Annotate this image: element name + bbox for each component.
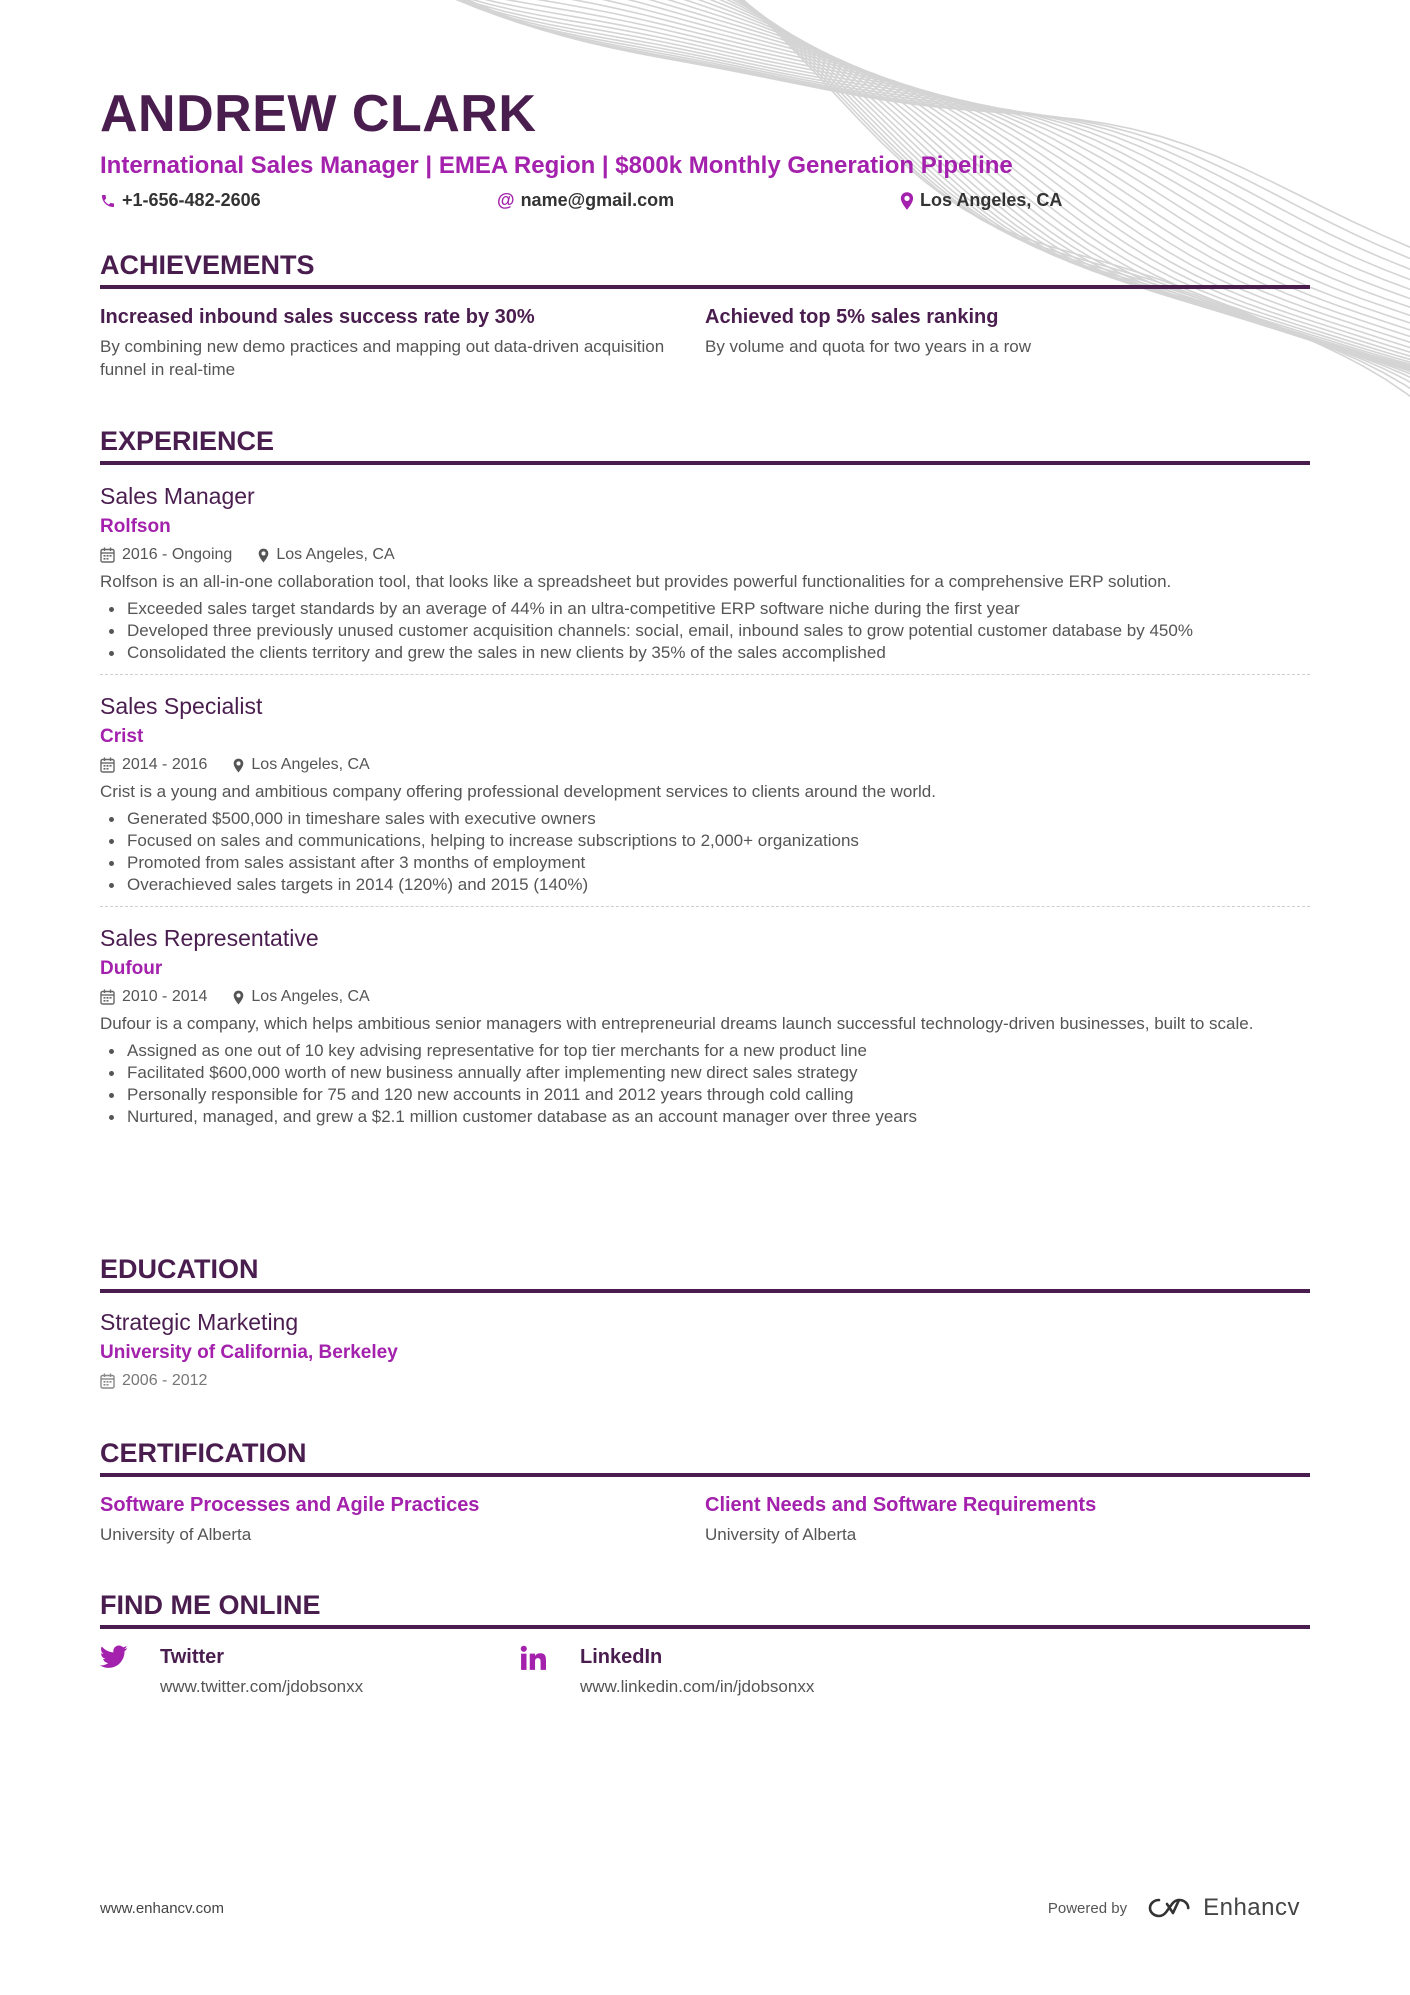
school-name: University of California, Berkeley	[100, 1342, 398, 1363]
job-dates-text: 2010 - 2014	[122, 988, 208, 1005]
enhancv-logo[interactable]	[1145, 1894, 1300, 1922]
job-meta	[100, 752, 1310, 778]
job-location	[258, 542, 394, 568]
certification-section	[100, 1436, 1310, 1547]
location-pin-icon	[233, 990, 244, 1005]
achievement-title: Increased inbound sales success rate by 30%	[100, 306, 535, 328]
online-text	[580, 1643, 814, 1699]
online-item-linkedin[interactable]	[520, 1643, 940, 1699]
job-bullets	[100, 808, 1310, 896]
certification-org: University of Alberta	[705, 1525, 857, 1544]
location-pin-icon	[258, 548, 269, 563]
job-title: Sales Specialist	[100, 693, 263, 719]
footer-branding	[1048, 1894, 1300, 1922]
enhancv-logo-icon	[1145, 1896, 1193, 1920]
online-label: Twitter	[160, 1646, 225, 1668]
phone-text: +1-656-482-2606	[122, 190, 261, 210]
contact-phone[interactable]	[100, 190, 261, 211]
job-location	[233, 984, 369, 1010]
candidate-headline: International Sales Manager | EMEA Region | $800k Monthly Generation Pipeline	[100, 152, 1013, 179]
experience-entry	[100, 675, 1310, 907]
twitter-icon	[100, 1645, 128, 1669]
location-pin-icon	[233, 758, 244, 773]
list-item: Focused on sales and communications, helping to increase subscriptions to 2,000+ organizations	[100, 830, 1310, 852]
calendar-icon	[100, 757, 115, 773]
experience-title: EXPERIENCE	[100, 424, 1310, 465]
achievement-desc: By combining new demo practices and mapping out data-driven acquisition funnel in real-time	[100, 337, 665, 379]
email-text: name@gmail.com	[520, 190, 675, 210]
list-item: Developed three previously unused customer acquisition channels: social, email, inbound sales to grow potential customer database by 450%	[100, 620, 1310, 642]
job-bullets	[100, 1040, 1310, 1128]
education-meta	[100, 1368, 1310, 1394]
job-dates-text: 2014 - 2016	[122, 756, 208, 773]
job-bullets	[100, 598, 1310, 664]
company-description: Crist is a young and ambitious company offering professional development services to clients around the world.	[100, 782, 936, 801]
certification-list	[100, 1491, 1310, 1547]
online-label: LinkedIn	[580, 1646, 663, 1668]
at-icon: @	[497, 190, 515, 210]
online-text	[160, 1643, 363, 1699]
achievement-item	[705, 303, 1310, 381]
online-icon-wrap	[520, 1643, 580, 1699]
experience-entry	[100, 465, 1310, 675]
certification-title: CERTIFICATION	[100, 1436, 1310, 1477]
achievement-title: Achieved top 5% sales ranking	[705, 306, 999, 328]
achievements-list	[100, 303, 1310, 381]
linkedin-icon	[520, 1645, 546, 1671]
list-item: Consolidated the clients territory and grew the sales in new clients by 35% of the sales accomplished	[100, 642, 1310, 664]
company-description: Dufour is a company, which helps ambitious senior managers with entrepreneurial dreams launch successful technology-driven businesses, built to scale.	[100, 1014, 1254, 1033]
enhancv-wordmark: Enhancv	[1203, 1894, 1300, 1921]
job-dates-text: 2016 - Ongoing	[122, 546, 233, 563]
achievements-section	[100, 248, 1310, 381]
resume-header	[100, 80, 1310, 218]
education-section	[100, 1252, 1310, 1394]
footer-site-link[interactable]: www.enhancv.com	[100, 1900, 224, 1917]
online-item-twitter[interactable]	[100, 1643, 520, 1699]
education-dates-text: 2006 - 2012	[122, 1372, 208, 1389]
calendar-icon	[100, 547, 115, 563]
list-item: Generated $500,000 in timeshare sales with executive owners	[100, 808, 1310, 830]
company-name: Dufour	[100, 958, 163, 979]
contact-email[interactable]	[497, 190, 674, 211]
certification-item	[705, 1491, 1310, 1547]
job-location	[233, 752, 369, 778]
education-title: EDUCATION	[100, 1252, 1310, 1293]
candidate-name: ANDREW CLARK	[100, 85, 537, 143]
job-meta	[100, 984, 1310, 1010]
powered-by-text: Powered by	[1047, 1899, 1128, 1917]
phone-icon	[100, 193, 116, 209]
certification-name: Client Needs and Software Requirements	[705, 1494, 1097, 1516]
list-item: Assigned as one out of 10 key advising representative for top tier merchants for a new product line	[100, 1040, 1310, 1062]
wave-line	[642, 0, 1410, 453]
job-location-text: Los Angeles, CA	[276, 546, 395, 563]
job-title: Sales Manager	[100, 483, 255, 509]
list-item: Overachieved sales targets in 2014 (120%) and 2015 (140%)	[100, 874, 1310, 896]
job-dates	[100, 984, 207, 1010]
list-item: Personally responsible for 75 and 120 new accounts in 2011 and 2012 years through cold calling	[100, 1084, 1310, 1106]
online-url[interactable]: www.linkedin.com/in/jdobsonxx	[580, 1677, 815, 1696]
location-pin-icon	[900, 192, 914, 210]
page-footer	[100, 1894, 1310, 1924]
contact-row	[100, 188, 1310, 218]
certification-org: University of Alberta	[100, 1525, 252, 1544]
achievement-item	[100, 303, 705, 381]
location-text: Los Angeles, CA	[920, 190, 1063, 210]
online-icon-wrap	[100, 1643, 160, 1699]
job-meta	[100, 542, 1310, 568]
resume-content	[100, 80, 1310, 1696]
job-dates	[100, 542, 232, 568]
job-location-text: Los Angeles, CA	[251, 988, 370, 1005]
company-name: Crist	[100, 726, 144, 747]
achievement-desc: By volume and quota for two years in a row	[705, 337, 1031, 356]
list-item: Facilitated $600,000 worth of new business annually after implementing new direct sales strategy	[100, 1062, 1310, 1084]
job-dates	[100, 752, 207, 778]
degree-title: Strategic Marketing	[100, 1309, 299, 1335]
job-title: Sales Representative	[100, 925, 319, 951]
experience-entry	[100, 907, 1310, 1138]
experience-section	[100, 424, 1310, 1138]
list-item: Nurtured, managed, and grew a $2.1 million customer database as an account manager over three years	[100, 1106, 1310, 1128]
online-list	[100, 1643, 1310, 1699]
calendar-icon	[100, 989, 115, 1005]
education-dates	[100, 1368, 207, 1394]
wave-line	[651, 0, 1410, 469]
list-item: Promoted from sales assistant after 3 months of employment	[100, 852, 1310, 874]
job-location-text: Los Angeles, CA	[251, 756, 370, 773]
achievements-title: ACHIEVEMENTS	[100, 248, 1310, 289]
calendar-icon	[100, 1373, 115, 1389]
certification-item	[100, 1491, 705, 1547]
company-description: Rolfson is an all-in-one collaboration tool, that looks like a spreadsheet but provides powerful functionalities for a comprehensive ERP solution.	[100, 572, 1172, 591]
online-url[interactable]: www.twitter.com/jdobsonxx	[160, 1677, 364, 1696]
contact-location	[900, 190, 1062, 211]
certification-name: Software Processes and Agile Practices	[100, 1494, 480, 1516]
list-item: Exceeded sales target standards by an average of 44% in an ultra-competitive ERP software niche during the first year	[100, 598, 1310, 620]
online-section	[100, 1588, 1310, 1699]
online-title: FIND ME ONLINE	[100, 1588, 1310, 1629]
company-name: Rolfson	[100, 516, 171, 537]
